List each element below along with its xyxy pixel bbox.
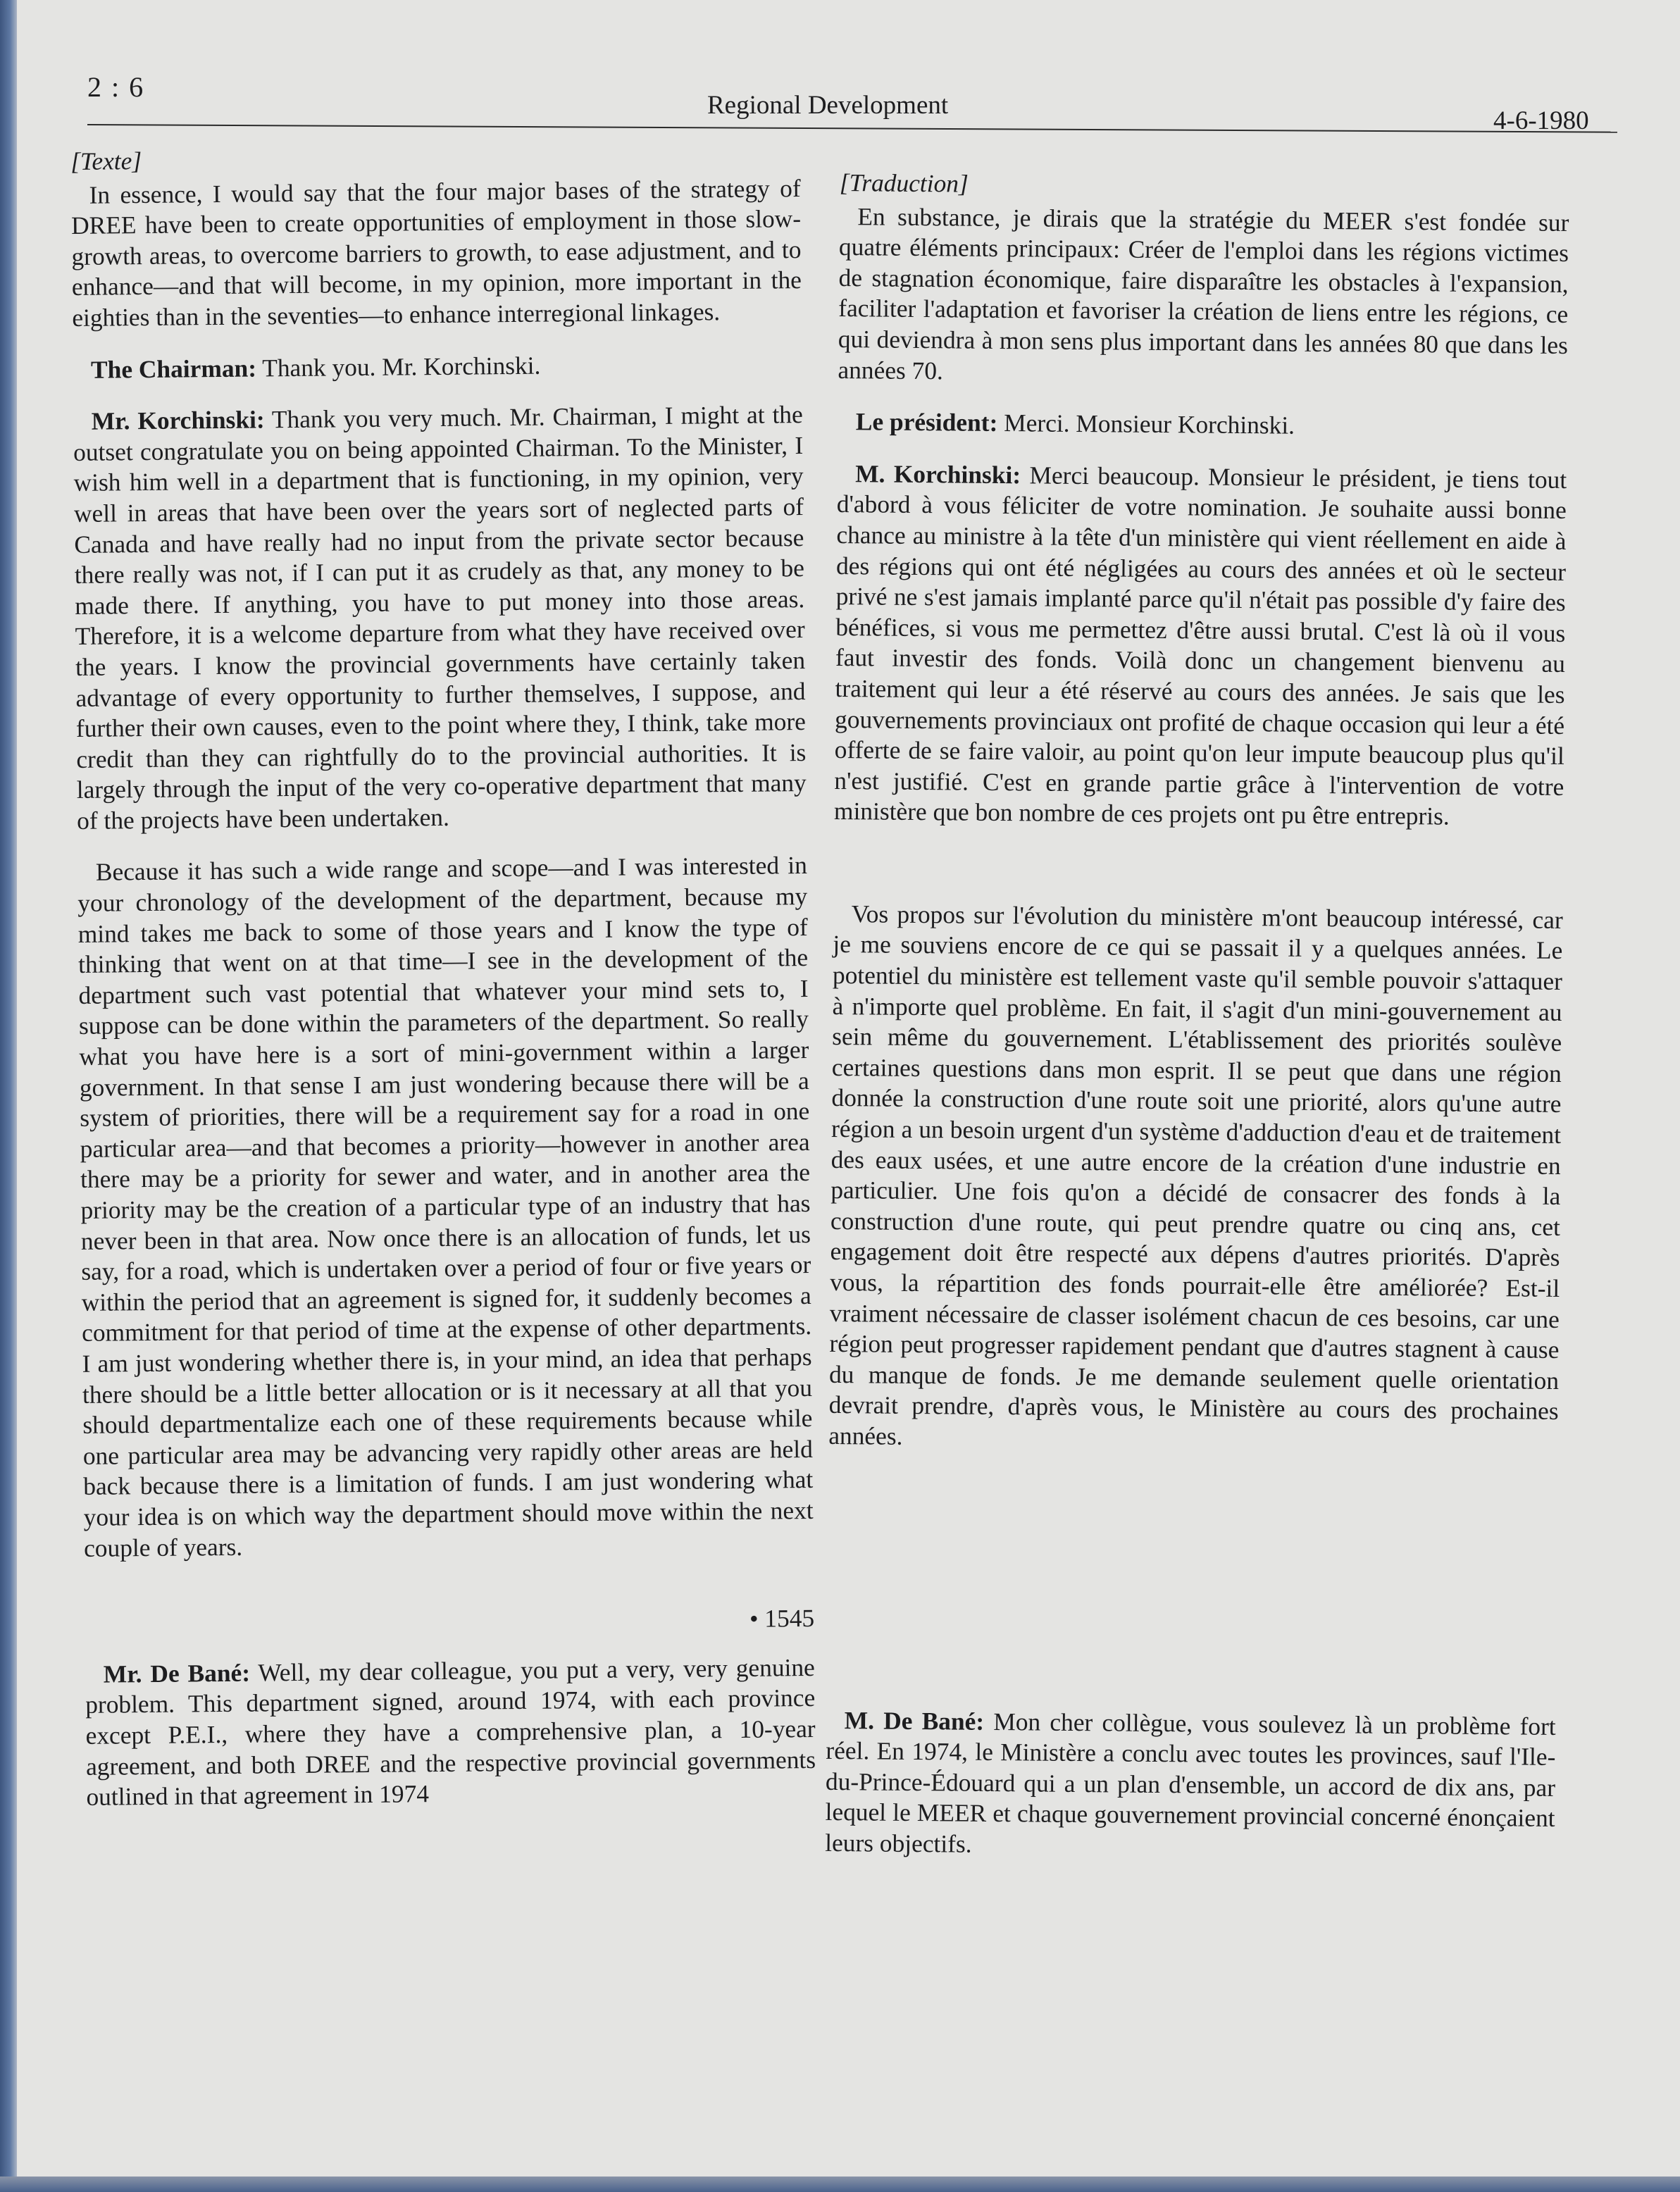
speech-text: Merci. Monsieur Korchinski. bbox=[997, 409, 1295, 440]
page-number: 2 : 6 bbox=[87, 71, 145, 103]
speaker-name: M. De Bané: bbox=[844, 1705, 985, 1736]
paragraph: In essence, I would say that the four major bases of the strategy of DREE have been to create opportunities of employment in those slow-growth areas, to overcome barriers to growth, to ease adjustment, and to enhance—and that will become, in my opinion, more important in the eighties than in the seventies—to enhance interregional linkages. bbox=[70, 173, 802, 332]
running-title: Regional Development bbox=[707, 91, 949, 120]
speaker-name: Mr. De Bané: bbox=[103, 1658, 251, 1688]
speech-text: Well, my dear colleague, you put a very, very genuine problem. This department signed, around 1974, with each province except P.E.I., where they have a comprehensive plan, a 10-year agreement, and both DREE and the respective provincial governments outlined in that agreement in 1974 bbox=[85, 1652, 816, 1811]
speaker-name: Mr. Korchinski: bbox=[91, 405, 265, 435]
speech-text: Mon cher collègue, vous soulevez là un problème fort réel. En 1974, le Ministère a conclu avec toutes les provinces, sauf l'Ile-du-Prince-Édouard qui a un plan d'ensemble, un accord de dix ans, par lequel le MEER et chaque gouvernement provincial concerné énonçaient leurs objectifs. bbox=[825, 1707, 1556, 1858]
english-column bbox=[70, 139, 816, 1834]
speech-text: Thank you very much. Mr. Chairman, I might at the outset congratulate you on being appointed Chairman. To the Minister, I wish him well in a department that is functioning, in my opinion, very well in areas that have been over the years sort of neglected parts of Canada and have really had no input from the private sector because there really was not, if I can put it as crudely as that, any money to be made there. If anything, you have to put money into those areas. Therefore, it is a welcome departure from what they have received over the years. I know the provincial governments have certainly taken advantage of every opportunity to further themselves, I suppose, and further their own causes, even to the point where they, I think, take more credit than they can rightfully do to the provincial authorities. It is largely through the input of the very co-operative department that many of the projects have been undertaken. bbox=[73, 400, 807, 835]
book-bottom-edge bbox=[0, 2177, 1680, 2192]
speaker-name: The Chairman: bbox=[90, 354, 257, 384]
time-marker: • 1545 bbox=[749, 1604, 815, 1633]
paragraph: Because it has such a wide range and scope—and I was interested in your chronology of the development of the department, because my mind takes me back to some of those years and I know the type of thinking that went on at that time—I see in the development of the department such vast potential that whatever your mind sets to, I suppose can be done within the parameters of the department. So really what you have here is a sort of mini-government within a larger government. In that sense I am just wondering because there will be a system of priorities, there will be a requirement say for a road in one particular area—and that becomes a priority—however in another area there may be a priority for sewer and water, and in another area the priority may be the creation of a particular type of an industry that has never been in that area. Now once there is an allocation of funds, let us say, for a road, which is undertaken over a period of four or five years or within the period that an agreement is signed for, it suddenly becomes a commitment for that period of time at the expense of other departments. I am just wondering whether there is, in your mind, an idea that perhaps there should be a little better allocation or is it necessary at all that you should departmentalize each one of these requirements because while one particular area may be advancing very rapidly other areas are held back because there is a limitation of funds. I am just wondering what your idea is on which way the department should move within the next couple of years. bbox=[77, 851, 814, 1562]
french-column bbox=[825, 168, 1569, 1886]
paragraph bbox=[85, 1652, 816, 1813]
spacer bbox=[833, 848, 1564, 905]
speaker-name: M. Korchinski: bbox=[855, 459, 1021, 490]
speech-text: Merci beaucoup. Monsieur le président, je tiens tout d'abord à vous féliciter de votre nomination. Je souhaite aussi bonne chance au ministre à la tête d'un ministère qui vient réellement en aide à des régions qui ont été négligées au cours des années et où le secteur privé ne s'est jamais implanté parce qu'il n'était pas possible d'y faire des bénéfices, si vous me permettez d'être aussi brutal. C'est là où il vous faut investir des fonds. Voilà donc un changement bienvenu au traitement qui leur a été réservé au cours des années. Je sais que les gouvernements provinciaux ont profité de chaque occasion qui leur a été offerte de se faire valoir, au point qu'on leur impute beaucoup plus qu'il n'est justifié. C'est en grande partie grâce à l'intervention de votre ministère que bon nombre de ces projets ont pu être entrepris. bbox=[833, 461, 1567, 830]
language-tag: [Texte] bbox=[70, 147, 142, 175]
language-tag: [Traduction] bbox=[839, 168, 969, 198]
speech-text: Thank you. Mr. Korchinski. bbox=[256, 351, 541, 382]
paragraph bbox=[834, 459, 1567, 833]
header-date: 4-6-1980 bbox=[1493, 106, 1589, 135]
header-rule bbox=[87, 124, 1617, 133]
paragraph bbox=[73, 348, 802, 386]
running-header bbox=[17, 0, 1680, 141]
book-binding-edge bbox=[0, 0, 17, 2192]
paragraph bbox=[825, 1705, 1556, 1864]
speaker-name: Le président: bbox=[855, 407, 998, 437]
paragraph: En substance, je dirais que la stratégie du MEER s'est fondée sur quatre éléments principaux: Créer de l'emploi dans les régions victimes de stagnation économique, faire disparaître les obstacles à l'expansion, faciliter l'adaptation et favoriser la création de liens entre les régions, ce qui deviendra à mon sens plus important dans les années 80 que dans les années 70. bbox=[838, 201, 1569, 385]
document-page bbox=[17, 0, 1680, 2177]
paragraph bbox=[73, 399, 807, 836]
spacer bbox=[826, 1472, 1558, 1711]
paragraph bbox=[838, 406, 1567, 444]
paragraph: Vos propos sur l'évolution du ministère m'ont beaucoup intéressé, car je me souviens encore de ce qui se passait il y a quelques années. Le potentiel du ministère est tellement vaste qu'il semble pouvoir s'attaquer à n'importe quel problème. En fait, il s'agit d'un mini-gouvernement au sein même du gouvernement. L'établissement des priorités soulève certaines questions dans mon esprit. Il se peut que dans une région donnée la construction d'une route soit une priorité, alors qu'une autre région a un besoin urgent d'un système d'adduction d'eau et de traitement des eaux usées, et une autre encore de la création d'une industrie en particulier. Une fois qu'on a décidé de consacrer des fonds à la construction d'une route, qui peut prendre quatre ou cinq ans, cet engagement doit être respecté aux dépens d'autres priorités. D'après vous, la répartition des fonds pourrait-elle être améliorée? Est-il vraiment nécessaire de classer isolément chacun de ces besoins, car une région peut progresser rapidement pendant que d'autres stagnent à cause du manque de fonds. Je me demande seulement quelle orientation devrait prendre, d'après vous, le Ministère au cours des prochaines années. bbox=[828, 899, 1563, 1450]
